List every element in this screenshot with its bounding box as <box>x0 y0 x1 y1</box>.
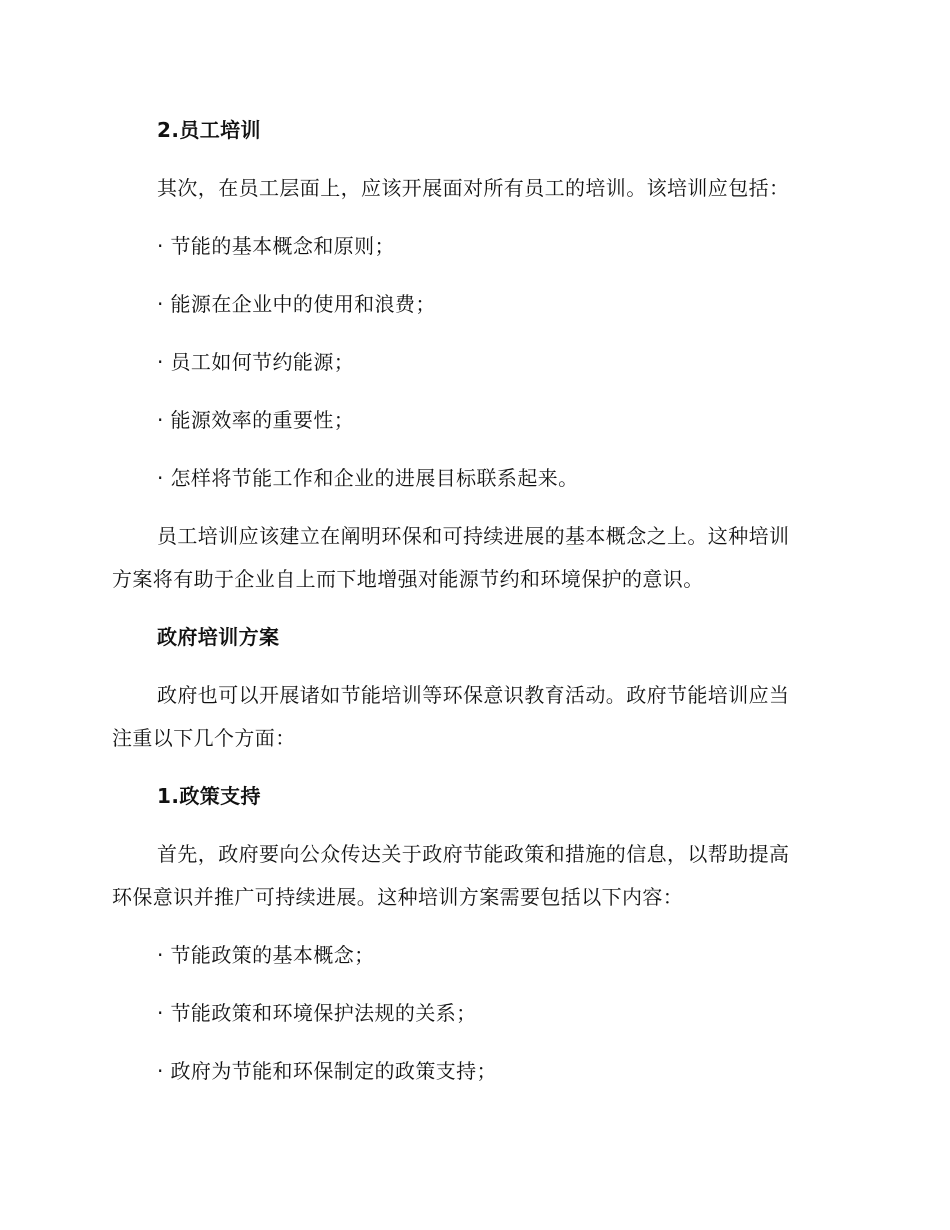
bullet-item: · 能源效率的重要性； <box>157 408 355 432</box>
bullet-item: · 能源在企业中的使用和浪费； <box>157 292 436 316</box>
section-heading: 政府培训方案 <box>157 625 280 649</box>
paragraph-line: 政府也可以开展诸如节能培训等环保意识教育活动。政府节能培训应当 <box>157 683 790 707</box>
bullet-item: · 怎样将节能工作和企业的进展目标联系起来。 <box>157 466 579 490</box>
paragraph-line: 方案将有助于企业自上而下地增强对能源节约和环境保护的意识。 <box>112 567 704 591</box>
paragraph-line: 环保意识并推广可持续进展。这种培训方案需要包括以下内容： <box>112 885 684 909</box>
paragraph-line: 首先，政府要向公众传达关于政府节能政策和措施的信息，以帮助提高 <box>157 842 790 866</box>
bullet-item: · 政府为节能和环保制定的政策支持； <box>157 1059 497 1083</box>
section-heading: 1.政策支持 <box>157 784 261 808</box>
section-heading: 2.员工培训 <box>157 118 261 142</box>
paragraph-line: 员工培训应该建立在阐明环保和可持续进展的基本概念之上。这种培训 <box>157 524 790 548</box>
bullet-item: · 节能政策和环境保护法规的关系； <box>157 1001 477 1025</box>
paragraph-line: 注重以下几个方面： <box>112 726 296 750</box>
bullet-item: · 节能的基本概念和原则； <box>157 234 395 258</box>
bullet-item: · 节能政策的基本概念； <box>157 943 375 967</box>
paragraph-line: 其次，在员工层面上，应该开展面对所有员工的培训。该培训应包括： <box>157 176 790 200</box>
bullet-item: · 员工如何节约能源； <box>157 350 355 374</box>
